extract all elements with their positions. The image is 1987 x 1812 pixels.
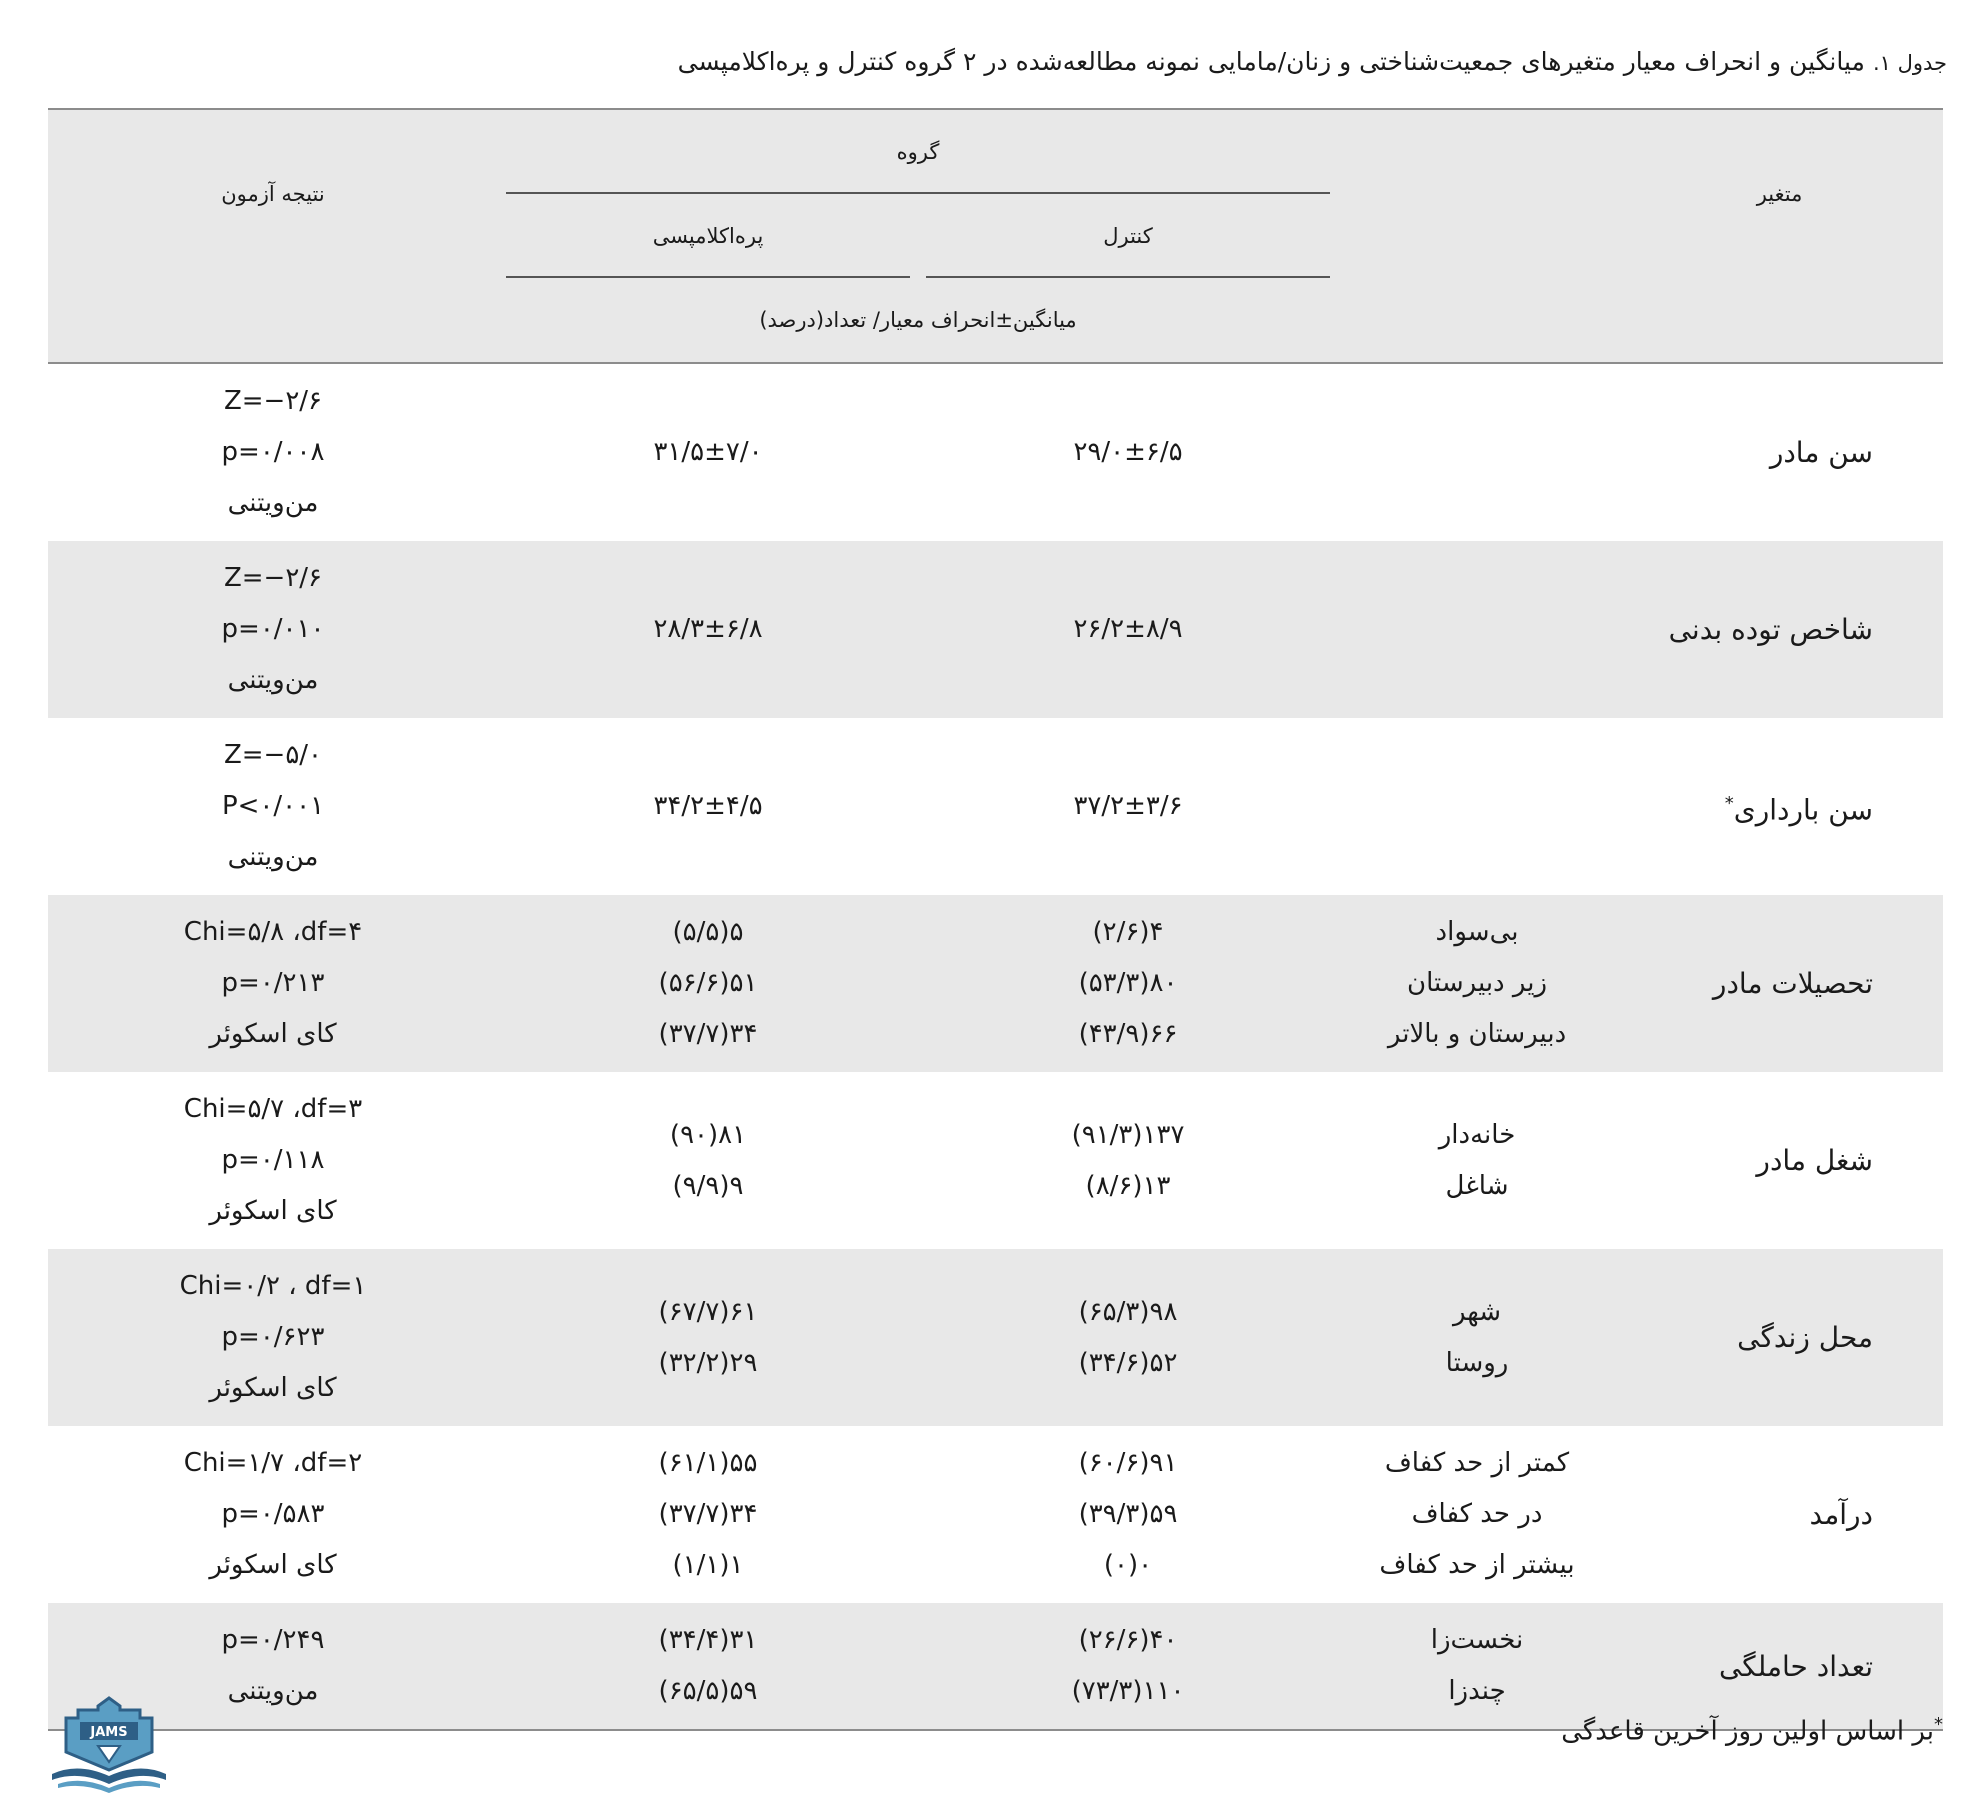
header-row-1 bbox=[48, 109, 1943, 194]
cell-subcategory bbox=[1338, 718, 1616, 895]
control-value: ۶۶(۴۳/۹) bbox=[1078, 1019, 1178, 1049]
subcategory-label: نخست‌زا bbox=[1430, 1625, 1524, 1655]
logo-text: JAMS bbox=[90, 1725, 128, 1740]
data-table-wrapper bbox=[48, 108, 1943, 1731]
caption-text: میانگین و انحراف معیار متغیرهای جمعیت‌شناختی و زنان/مامایی نمونه مطالعه‌شده در ۲ گروه کنترل و پره‌اکلامپسی bbox=[677, 47, 1865, 76]
subcategory-label: چندزا bbox=[1448, 1676, 1506, 1706]
header-group: گروه bbox=[498, 109, 1338, 194]
table-row bbox=[48, 541, 1943, 718]
subcategory-label: خانه‌دار bbox=[1438, 1119, 1516, 1150]
subcategory-label: در حد کفاف bbox=[1411, 1499, 1543, 1529]
variable-name: درآمد bbox=[1809, 1498, 1874, 1531]
control-value: ۹۱(۶۰/۶) bbox=[1078, 1448, 1178, 1478]
cell-preeclampsia bbox=[498, 1072, 918, 1249]
table-row bbox=[48, 718, 1943, 895]
test-result: من‌ویتنی bbox=[227, 842, 319, 872]
cell-control bbox=[918, 1249, 1338, 1426]
control-value: ۴(۲/۶) bbox=[1092, 917, 1164, 947]
test-result: p=۰/۲۴۹ bbox=[221, 1625, 325, 1655]
control-value: ۱۳(۸/۶) bbox=[1085, 1170, 1171, 1201]
footnote-text: بر اساس اولین روز آخرین قاعدگی bbox=[1561, 1716, 1934, 1747]
cell-subcategory bbox=[1338, 1426, 1616, 1603]
preeclampsia-value: ۳۴/۲±۴/۵ bbox=[653, 791, 763, 821]
cell-subcategory bbox=[1338, 895, 1616, 1072]
cell-result bbox=[48, 1426, 498, 1603]
cell-variable bbox=[1616, 1249, 1943, 1426]
control-value: ۲۹/۰±۶/۵ bbox=[1073, 437, 1183, 467]
cell-variable bbox=[1616, 541, 1943, 718]
test-result: Chi=۱/۷ ،df=۲ bbox=[183, 1448, 363, 1478]
subcategory-label: دبیرستان و بالاتر bbox=[1387, 1019, 1567, 1049]
cell-variable bbox=[1616, 1426, 1943, 1603]
cell-preeclampsia bbox=[498, 363, 918, 541]
preeclampsia-value: ۹(۹/۹) bbox=[672, 1170, 744, 1201]
test-result: Z=−۲/۶ bbox=[223, 563, 323, 593]
header-spacer bbox=[1338, 109, 1616, 194]
footnote bbox=[1561, 1714, 1943, 1747]
table-caption bbox=[147, 44, 1947, 81]
subcategory-label: بیشتر از حد کفاف bbox=[1379, 1550, 1575, 1580]
preeclampsia-value: ۲۹(۳۲/۲) bbox=[658, 1347, 758, 1378]
control-value: ۱۳۷(۹۱/۳) bbox=[1071, 1119, 1185, 1150]
cell-result bbox=[48, 1072, 498, 1249]
control-value: ۳۷/۲±۳/۶ bbox=[1073, 791, 1183, 821]
control-value: ۱۱۰(۷۳/۳) bbox=[1071, 1676, 1185, 1706]
preeclampsia-value: ۳۱(۳۴/۴) bbox=[658, 1625, 758, 1655]
cell-variable bbox=[1616, 1603, 1943, 1730]
variable-name: شغل مادر bbox=[1756, 1144, 1874, 1177]
variable-name: سن مادر bbox=[1769, 436, 1874, 469]
footnote-marker: * bbox=[1934, 1714, 1943, 1735]
header-spacer bbox=[1616, 278, 1943, 363]
header-preeclampsia: پره‌اکلامپسی bbox=[498, 194, 918, 278]
table-row bbox=[48, 895, 1943, 1072]
data-table bbox=[48, 108, 1943, 1731]
test-result: p=۰/۰۱۰ bbox=[221, 614, 325, 644]
test-result: p=۰/۲۱۳ bbox=[221, 968, 325, 998]
table-row bbox=[48, 1603, 1943, 1730]
test-result: p=۰/۶۲۳ bbox=[221, 1322, 325, 1352]
cell-subcategory bbox=[1338, 1072, 1616, 1249]
cell-preeclampsia bbox=[498, 895, 918, 1072]
subcategory-label: زیر دبیرستان bbox=[1406, 968, 1548, 998]
preeclampsia-value: ۲۸/۳±۶/۸ bbox=[653, 614, 763, 644]
subcategory-label: کمتر از حد کفاف bbox=[1384, 1448, 1570, 1478]
subcategory-label: شاغل bbox=[1445, 1170, 1509, 1201]
header-spacer bbox=[48, 278, 498, 363]
test-result: کای اسکوئر bbox=[209, 1196, 337, 1226]
subcategory-label: روستا bbox=[1445, 1347, 1509, 1378]
cell-result bbox=[48, 718, 498, 895]
header-stats-note: میانگین±انحراف معیار/ تعداد(درصد) bbox=[498, 278, 1338, 363]
control-value: ۵۲(۳۴/۶) bbox=[1078, 1347, 1178, 1378]
cell-result bbox=[48, 541, 498, 718]
caption-label: جدول ۱. bbox=[1872, 51, 1947, 75]
cell-subcategory bbox=[1338, 1603, 1616, 1730]
control-value: ۸۰(۵۳/۳) bbox=[1078, 968, 1178, 998]
control-value: ۲۶/۲±۸/۹ bbox=[1073, 614, 1183, 644]
table-row bbox=[48, 363, 1943, 541]
table-body bbox=[48, 363, 1943, 1730]
cell-control bbox=[918, 541, 1338, 718]
test-result: من‌ویتنی bbox=[227, 1676, 319, 1706]
variable-name: تعداد حاملگی bbox=[1718, 1649, 1874, 1683]
preeclampsia-value: ۱(۱/۱) bbox=[672, 1550, 744, 1580]
test-result: کای اسکوئر bbox=[209, 1373, 337, 1403]
variable-name: شاخص توده بدنی bbox=[1668, 613, 1874, 646]
table-header bbox=[48, 109, 1943, 363]
test-result: Chi=۵/۷ ،df=۳ bbox=[183, 1094, 363, 1124]
header-control: کنترل bbox=[918, 194, 1338, 278]
table-row bbox=[48, 1072, 1943, 1249]
variable-name: تحصیلات مادر bbox=[1712, 967, 1874, 1000]
test-result: p=۰/۱۱۸ bbox=[221, 1145, 325, 1175]
test-result: Z=−۵/۰ bbox=[223, 740, 323, 770]
cell-preeclampsia bbox=[498, 1249, 918, 1426]
header-spacer bbox=[1338, 278, 1616, 363]
test-result: Chi=۰/۲ ، df=۱ bbox=[179, 1271, 367, 1301]
control-value: ۵۹(۳۹/۳) bbox=[1078, 1499, 1178, 1529]
cell-preeclampsia bbox=[498, 541, 918, 718]
variable-name: سن بارداری bbox=[1733, 793, 1874, 827]
preeclampsia-value: ۶۱(۶۷/۷) bbox=[658, 1296, 758, 1327]
subcategory-label: بی‌سواد bbox=[1435, 917, 1519, 947]
cell-subcategory bbox=[1338, 363, 1616, 541]
cell-variable bbox=[1616, 1072, 1943, 1249]
cell-control bbox=[918, 895, 1338, 1072]
cell-subcategory bbox=[1338, 541, 1616, 718]
test-result: Z=−۲/۶ bbox=[223, 386, 323, 416]
control-value: ۹۸(۶۵/۳) bbox=[1078, 1296, 1178, 1327]
header-variable: متغیر bbox=[1616, 109, 1943, 278]
variable-name: محل زندگی bbox=[1737, 1321, 1874, 1354]
test-result: من‌ویتنی bbox=[227, 488, 319, 518]
cell-variable bbox=[1616, 718, 1943, 895]
preeclampsia-value: ۵۱(۵۶/۶) bbox=[658, 968, 758, 998]
test-result: p=۰/۵۸۳ bbox=[221, 1499, 325, 1529]
cell-variable bbox=[1616, 363, 1943, 541]
cell-result bbox=[48, 1249, 498, 1426]
cell-preeclampsia bbox=[498, 718, 918, 895]
preeclampsia-value: ۵۹(۶۵/۵) bbox=[658, 1676, 758, 1706]
preeclampsia-value: ۳۱/۵±۷/۰ bbox=[653, 437, 763, 467]
control-value: ۰(۰) bbox=[1103, 1550, 1153, 1580]
preeclampsia-value: ۳۴(۳۷/۷) bbox=[658, 1499, 758, 1529]
footnote-marker: * bbox=[1724, 792, 1734, 814]
test-result: کای اسکوئر bbox=[209, 1019, 337, 1049]
cell-control bbox=[918, 1603, 1338, 1730]
table-row bbox=[48, 1426, 1943, 1603]
jams-logo-icon bbox=[48, 1696, 170, 1794]
cell-control bbox=[918, 1426, 1338, 1603]
cell-subcategory bbox=[1338, 1249, 1616, 1426]
cell-preeclampsia bbox=[498, 1603, 918, 1730]
cell-result bbox=[48, 363, 498, 541]
test-result: من‌ویتنی bbox=[227, 665, 319, 695]
cell-variable bbox=[1616, 895, 1943, 1072]
test-result: p=۰/۰۰۸ bbox=[221, 437, 325, 467]
preeclampsia-value: ۵۵(۶۱/۱) bbox=[658, 1448, 758, 1478]
subcategory-label: شهر bbox=[1452, 1296, 1502, 1327]
header-result: نتیجه آزمون bbox=[48, 109, 498, 278]
cell-control bbox=[918, 718, 1338, 895]
table-row bbox=[48, 1249, 1943, 1426]
preeclampsia-value: ۸۱(۹۰) bbox=[669, 1119, 747, 1150]
cell-result bbox=[48, 895, 498, 1072]
test-result: P<۰/۰۰۱ bbox=[221, 791, 325, 821]
test-result: Chi=۵/۸ ،df=۴ bbox=[183, 917, 363, 947]
cell-control bbox=[918, 1072, 1338, 1249]
test-result: کای اسکوئر bbox=[209, 1550, 337, 1580]
cell-control bbox=[918, 363, 1338, 541]
preeclampsia-value: ۳۴(۳۷/۷) bbox=[658, 1019, 758, 1049]
control-value: ۴۰(۲۶/۶) bbox=[1078, 1625, 1178, 1655]
header-spacer bbox=[1338, 194, 1616, 278]
header-row-3 bbox=[48, 278, 1943, 363]
cell-preeclampsia bbox=[498, 1426, 918, 1603]
preeclampsia-value: ۵(۵/۵) bbox=[672, 917, 744, 947]
